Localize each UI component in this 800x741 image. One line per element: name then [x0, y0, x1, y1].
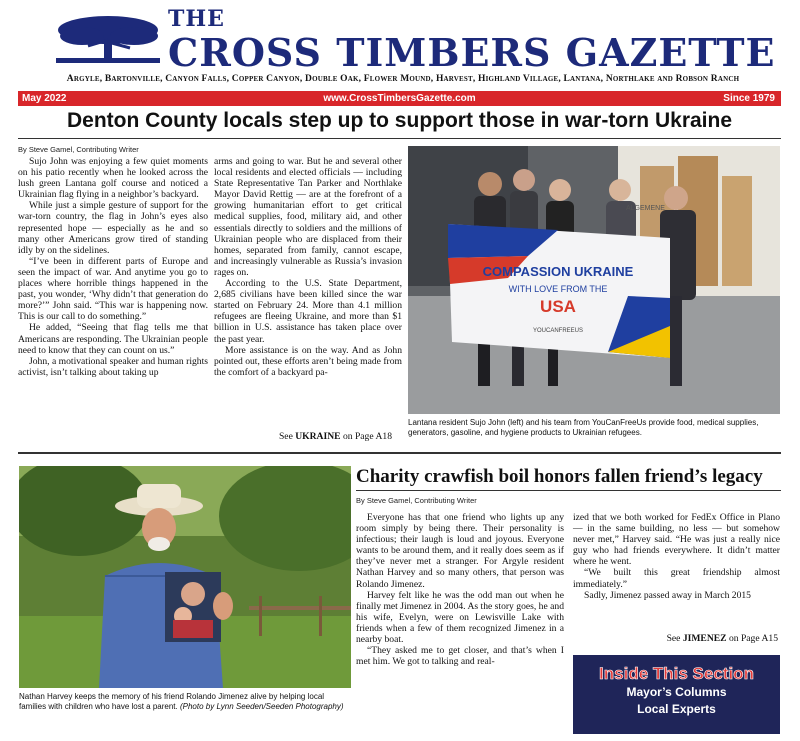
- inside-title: Inside This Section: [599, 664, 754, 683]
- story1-jump-line[interactable]: See UKRAINE on Page A18: [278, 431, 392, 442]
- masthead-the: THE: [168, 6, 225, 32]
- masthead-title: CROSS TIMBERS GAZETTE: [168, 30, 776, 75]
- inside-item[interactable]: Mayor’s Columns: [626, 685, 727, 699]
- story1-headline[interactable]: Denton County locals step up to support those in war-torn Ukraine: [66, 109, 733, 132]
- story1-column-1: [18, 156, 208, 378]
- tree-logo-icon: [52, 10, 164, 66]
- paragraph: He added, “Seeing that flag tells me that Americans are responding. The Ukrainian people need to know that they can count on us.”: [18, 322, 208, 356]
- paragraph: Everyone has that one friend who lights up any room simply by being there. Their personality is infectious; their laugh is loud and joyous. Everyone wants to be around them, and it really does seem as if they’ve never met a stranger. For Argyle resident Nathan Harvey and so many others, that person was Rolando Jimenez.: [356, 512, 564, 590]
- story2-headline[interactable]: Charity crawfish boil honors fallen friend’s legacy: [356, 466, 763, 487]
- truck-text: ALGEMENE: [626, 205, 665, 212]
- paragraph: “We built this great friendship almost immediately.”: [573, 567, 780, 590]
- banner-line-2: WITH LOVE FROM THE: [508, 284, 608, 294]
- story1-photo: [408, 146, 780, 414]
- banner-line-3: USA: [540, 297, 576, 316]
- paragraph: According to the U.S. State Department, 2,685 civilians have been killed since the war started on February 24. More than 4.1 million refugees are fleeing Ukraine, and more than $1 billion in U.S. assistance has taken place over the past year.: [214, 278, 402, 345]
- story2-photo: [19, 466, 351, 688]
- masthead-towns: Argyle, Bartonville, Canyon Falls, Copper Canyon, Double Oak, Flower Mound, Harvest, Highland Village, Lantana, Northlake and Robson Ranch: [66, 74, 740, 84]
- website-link[interactable]: www.CrossTimbersGazette.com: [323, 93, 476, 104]
- divider: [18, 138, 781, 139]
- divider: [356, 490, 781, 491]
- paragraph: Harvey felt like he was the odd man out when he finally met Jimenez in 2004. As the story goes, he and his wife, Evelyn, were on Lewisville Lake with friends when a few of them recognized Jimenez in a nearby boat.: [356, 589, 564, 646]
- issue-date: May 2022: [22, 93, 67, 104]
- paragraph: “I’ve been in different parts of Europe and seen the impact of war. And anytime you go to places where horrible things happened in the past, you wonder, ‘Why didn’t that generation do more?’” John said. “This war is happening now. This is our call to do something.”: [18, 255, 208, 323]
- paragraph: ized that we both worked for FedEx Office in Plano — in the same building, no less — but somehow never met,” Harvey said. “He was just a really nice guy who had friends everywhere. It didn’t matter where he went.: [573, 512, 780, 568]
- story1-column-2: [214, 156, 402, 378]
- inside-item[interactable]: Local Experts: [637, 702, 716, 716]
- inside-this-section-box[interactable]: [573, 655, 780, 734]
- banner-small: YOUCANFREEUS: [532, 328, 584, 334]
- paragraph: While just a simple gesture of support for the war-torn country, the flag in John’s eyes also represented hope — especially as he and so many other Americans grow tired of standing idly by on the sidelines.: [18, 200, 208, 256]
- paragraph: Sujo John was enjoying a few quiet moments on his patio recently when he looked across the lush green Lantana golf course and noticed a Ukrainian flag flying in a neighbor’s backyard.: [18, 156, 208, 201]
- divider: [18, 452, 781, 454]
- story2-byline: By Steve Gamel, Contributing Writer: [356, 496, 477, 505]
- story2-column-2: [573, 512, 780, 601]
- banner-line-1: COMPASSION UKRAINE: [482, 264, 634, 279]
- since-year: Since 1979: [723, 93, 775, 104]
- story1-caption: Lantana resident Sujo John (left) and his team from YouCanFreeUs provide food, medical supplies, generators, gasoline, and hygiene products to Ukrainian refugees.: [408, 418, 759, 437]
- story1-byline: By Steve Gamel, Contributing Writer: [18, 145, 139, 154]
- story2-jump-line[interactable]: See JIMENEZ on Page A15: [666, 633, 778, 644]
- paragraph: More assistance is on the way. And as John pointed out, these efforts aren’t being made from the comfort of a backyard pa-: [214, 344, 402, 378]
- story2-column-1: [356, 512, 564, 667]
- paragraph: “They asked me to get closer, and that’s when I met him. We got to talking and real-: [356, 645, 564, 668]
- story2-caption: Nathan Harvey keeps the memory of his friend Rolando Jimenez alive by helping local families with children who have lost a parent. (Photo by Lynn Seeden/Seeden Photography): [19, 692, 344, 711]
- paragraph: John, a motivational speaker and human rights activist, isn’t talking about taking up: [18, 355, 208, 378]
- paragraph: Sadly, Jimenez passed away in March 2015: [584, 589, 751, 601]
- paragraph: arms and going to war. But he and several other local residents and elected officials — including State Representative Tan Parker and Northlake Mayor David Rettig — are at the forefront of a growing humanitarian effort to get critical medical supplies, food, military aid, and other essentials directly to soldiers and the millions of Ukrainian people who are displaced from their homes, separated from family, cannot escape, and increasingly vulnerable as Russia’s invasion rages on.: [214, 156, 402, 278]
- date-bar: [18, 91, 781, 106]
